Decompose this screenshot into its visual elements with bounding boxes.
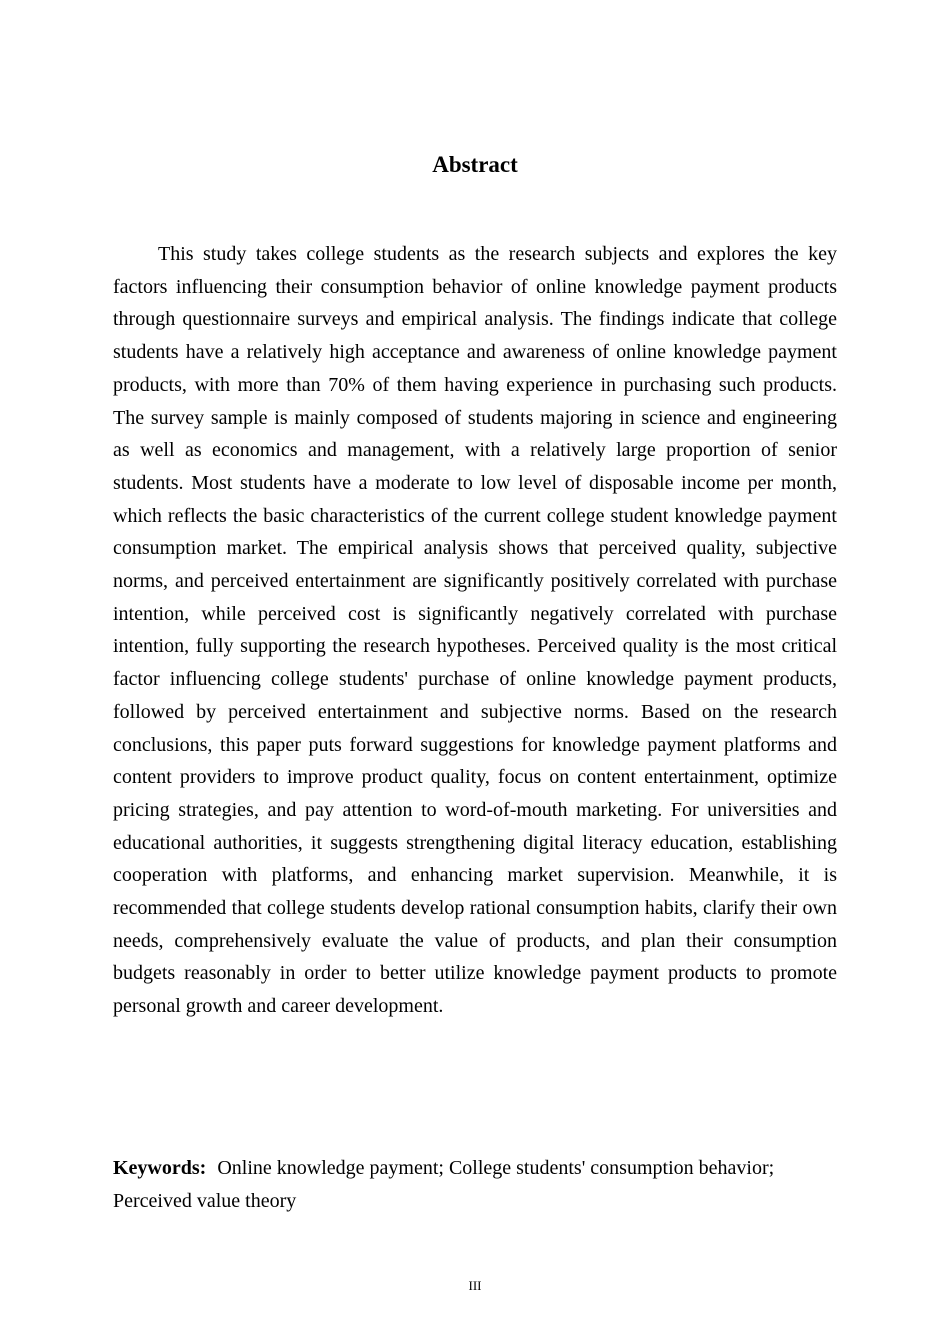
keywords-section (113, 1152, 837, 1217)
keywords-label: Keywords: (113, 1157, 207, 1179)
page-number: III (468, 1278, 482, 1293)
keywords-text: Online knowledge payment; College students' consumption behavior; Perceived value theory (113, 1157, 775, 1212)
page-title: Abstract (432, 152, 518, 177)
abstract-paragraph: This study takes college students as the research subjects and explores the key factors influencing their consumption behavior of online knowledge payment products through questionnaire surveys and empirical analysis. The findings indicate that college students have a relatively high acceptance and awareness of online knowledge payment products, with more than 70% of them having experience in purchasing such products. The survey sample is mainly composed of students majoring in science and engineering as well as economics and management, with a relatively large proportion of senior students. Most students have a moderate to low level of disposable income per month, which reflects the basic characteristics of the current college student knowledge payment consumption market. The empirical analysis shows that perceived quality, subjective norms, and perceived entertainment are significantly positively correlated with purchase intention, while perceived cost is significantly negatively correlated with purchase intention, fully supporting the research hypotheses. Perceived quality is the most critical factor influencing college students' purchase of online knowledge payment products, followed by perceived entertainment and subjective norms. Based on the research conclusions, this paper puts forward suggestions for knowledge payment platforms and content providers to improve product quality, focus on content entertainment, optimize pricing strategies, and pay attention to word-of-mouth marketing. For universities and educational authorities, it suggests strengthening digital literacy education, establishing cooperation with platforms, and enhancing market supervision. Meanwhile, it is recommended that college students develop rational consumption habits, clarify their own needs, comprehensively evaluate the value of products, and plan their consumption budgets reasonably in order to better utilize knowledge payment products to promote personal growth and career development. (113, 243, 837, 1018)
